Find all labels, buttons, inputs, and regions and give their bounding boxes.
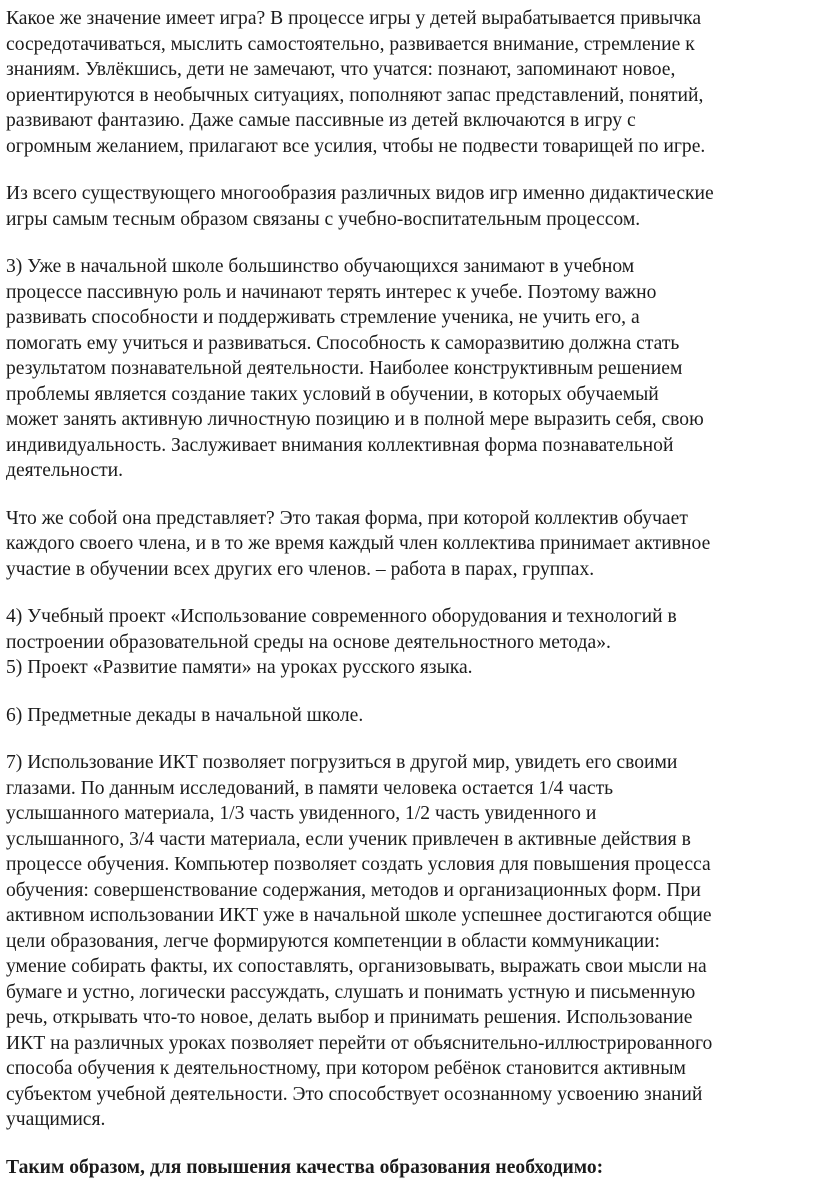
text-line: процессе обучения. Компьютер позволяет создать условия для повышения процесса <box>6 854 711 875</box>
text-line: Из всего существующего многообразия различных видов игр именно дидактические <box>6 183 714 204</box>
text-line: субъектом учебной деятельности. Это способствует осознанному усвоению знаний <box>6 1083 703 1105</box>
text-line: обучения: совершенствование содержания, методов и организационных форм. При <box>6 879 701 901</box>
text-line: 3) Уже в начальной школе большинство обучающихся занимают в учебном <box>6 256 635 277</box>
paragraph-collective-form <box>6 506 802 583</box>
text-line: развивать способности и поддерживать стремление ученика, не учить его, а <box>6 307 640 328</box>
text-line: знаниям. Увлёкшись, дети не замечают, что учатся: познают, запоминают новое, <box>6 59 676 80</box>
text-line: глазами. По данным исследований, в памяти человека остается 1/4 часть <box>6 777 614 799</box>
text-line: 5) Проект «Развитие памяти» на уроках русского языка. <box>6 657 473 678</box>
text-line: учащимися. <box>6 1109 106 1130</box>
text-line: ИКТ на различных уроках позволяет перейти от объяснительно-иллюстрированного <box>6 1032 713 1054</box>
text-line: услышанного, 3/4 части материала, если ученик привлечен в активные действия в <box>6 828 691 850</box>
paragraph-item-4 <box>6 604 802 655</box>
text-line: цели образования, легче формируются компетенции в области коммуникации: <box>6 930 660 952</box>
text-line: 7) Использование ИКТ позволяет погрузиться в другой мир, увидеть его своими <box>6 752 678 773</box>
text-line: 4) Учебный проект «Использование современного оборудования и технологий в <box>6 606 677 627</box>
text-line: Что же собой она представляет? Это такая форма, при которой коллектив обучает <box>6 507 688 529</box>
paragraph-item-3 <box>6 254 802 484</box>
text-line: каждого своего члена, и в то же время каждый член коллектива принимает активное <box>6 533 711 554</box>
text-line: результатом познавательной деятельности. Наиболее конструктивным решением <box>6 358 683 379</box>
text-line: участие в обучении всех других его членов. – работа в парах, группах. <box>6 558 595 580</box>
text-line: речь, открывать что-то новое, делать выбор и принимать решения. Использование <box>6 1007 693 1028</box>
text-line: может занять активную личностную позицию и в полной мере выразить себя, свою <box>6 409 704 430</box>
text-line: процессе пассивную роль и начинают терять интерес к учебе. Поэтому важно <box>6 281 657 303</box>
text-line: активном использовании ИКТ уже в начальной школе успешнее достигаются общие <box>6 905 712 926</box>
text-line: способа обучения к деятельностному, при котором ребёнок становится активным <box>6 1058 686 1079</box>
text-line: ориентируются в необычных ситуациях, пополняют запас представлений, понятий, <box>6 84 704 106</box>
text-line: умение собирать факты, их сопоставлять, организовывать, выражать свои мысли на <box>6 956 707 977</box>
text-line: Таким образом, для повышения качества образования необходимо: <box>6 1156 604 1178</box>
text-line: игры самым тесным образом связаны с учебно-воспитательным процессом. <box>6 208 641 230</box>
text-line: 6) Предметные декады в начальной школе. <box>6 704 364 726</box>
paragraph-didactic-games <box>6 181 802 232</box>
text-line: огромным желанием, прилагают все усилия, чтобы не подвести товарищей по игре. <box>6 135 706 157</box>
text-line: помогать ему учиться и развиваться. Способность к саморазвитию должна стать <box>6 332 680 354</box>
text-line: деятельности. <box>6 460 124 481</box>
paragraph-game-meaning <box>6 6 802 159</box>
paragraph-item-5 <box>6 655 802 681</box>
text-line: услышанного материала, 1/3 часть увиденного, 1/2 часть увиденного и <box>6 803 597 824</box>
paragraph-conclusion-heading <box>6 1155 802 1181</box>
text-line: проблемы является создание таких условий в обучении, в которых обучаемый <box>6 383 659 405</box>
paragraph-item-7 <box>6 750 802 1133</box>
text-line: бумаге и устно, логически рассуждать, слушать и понимать устную и письменную <box>6 981 696 1003</box>
text-line: построении образовательной среды на основе деятельностного метода». <box>6 631 611 653</box>
text-line: сосредотачиваться, мыслить самостоятельно, развивается внимание, стремление к <box>6 33 695 55</box>
paragraph-item-6 <box>6 703 802 729</box>
text-line: индивидуальность. Заслуживает внимания коллективная форма познавательной <box>6 434 674 456</box>
text-line: развивают фантазию. Даже самые пассивные из детей включаются в игру с <box>6 110 636 131</box>
text-line: Какое же значение имеет игра? В процессе игры у детей вырабатывается привычка <box>6 8 702 29</box>
